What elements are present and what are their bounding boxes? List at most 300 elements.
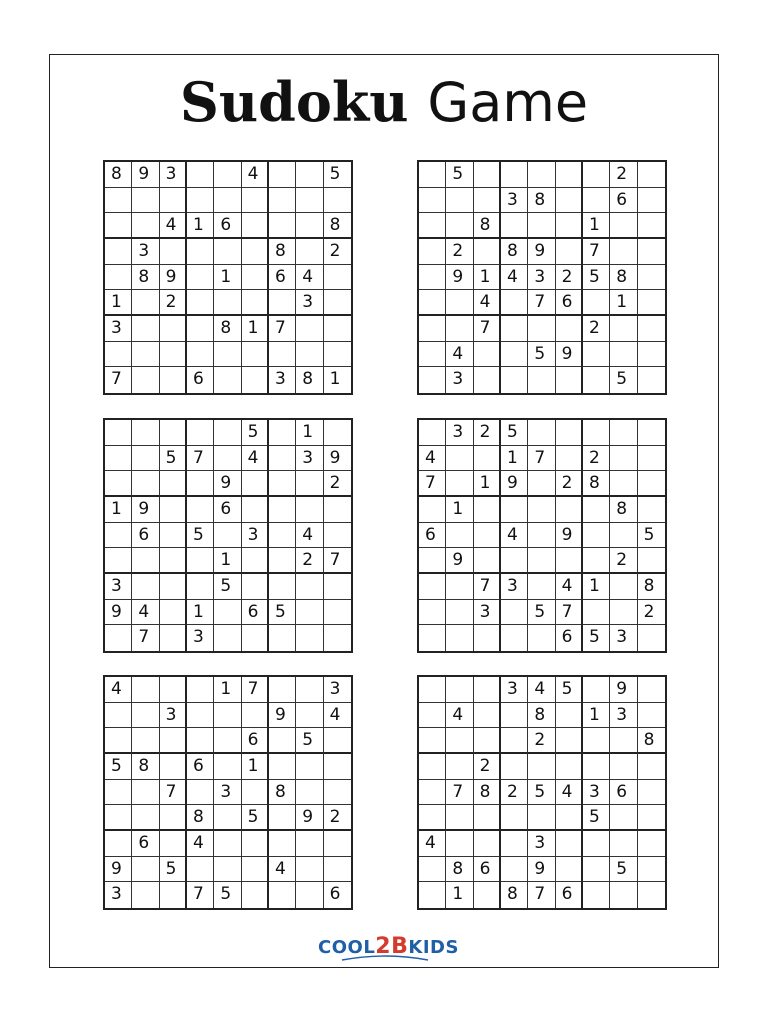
sudoku-empty-cell[interactable]: [419, 548, 446, 574]
sudoku-empty-cell[interactable]: [187, 290, 214, 316]
sudoku-empty-cell[interactable]: [324, 754, 351, 780]
sudoku-empty-cell[interactable]: [269, 523, 296, 549]
sudoku-empty-cell[interactable]: [160, 420, 187, 446]
sudoku-empty-cell[interactable]: [242, 213, 269, 239]
sudoku-empty-cell[interactable]: [214, 728, 241, 754]
sudoku-empty-cell[interactable]: [105, 342, 132, 368]
sudoku-empty-cell[interactable]: [187, 574, 214, 600]
sudoku-empty-cell[interactable]: [610, 754, 637, 780]
sudoku-empty-cell[interactable]: [446, 574, 473, 600]
sudoku-empty-cell[interactable]: [583, 420, 610, 446]
sudoku-empty-cell[interactable]: [446, 316, 473, 342]
sudoku-empty-cell[interactable]: [214, 446, 241, 472]
sudoku-empty-cell[interactable]: [269, 677, 296, 703]
sudoku-empty-cell[interactable]: [610, 420, 637, 446]
sudoku-empty-cell[interactable]: [242, 367, 269, 393]
sudoku-empty-cell[interactable]: [187, 703, 214, 729]
sudoku-empty-cell[interactable]: [296, 677, 323, 703]
sudoku-empty-cell[interactable]: [474, 831, 501, 857]
sudoku-empty-cell[interactable]: [419, 497, 446, 523]
sudoku-empty-cell[interactable]: [324, 857, 351, 883]
sudoku-empty-cell[interactable]: [528, 625, 555, 651]
sudoku-empty-cell[interactable]: [474, 523, 501, 549]
sudoku-empty-cell[interactable]: [556, 703, 583, 729]
sudoku-empty-cell[interactable]: [269, 420, 296, 446]
sudoku-empty-cell[interactable]: [556, 367, 583, 393]
sudoku-empty-cell[interactable]: [583, 497, 610, 523]
sudoku-empty-cell[interactable]: [132, 420, 159, 446]
sudoku-empty-cell[interactable]: [638, 162, 665, 188]
sudoku-empty-cell[interactable]: [638, 290, 665, 316]
sudoku-empty-cell[interactable]: [556, 728, 583, 754]
sudoku-empty-cell[interactable]: [501, 600, 528, 626]
sudoku-empty-cell[interactable]: [610, 213, 637, 239]
sudoku-empty-cell[interactable]: [269, 213, 296, 239]
sudoku-empty-cell[interactable]: [583, 188, 610, 214]
sudoku-empty-cell[interactable]: [132, 213, 159, 239]
sudoku-empty-cell[interactable]: [638, 471, 665, 497]
sudoku-empty-cell[interactable]: [269, 342, 296, 368]
sudoku-empty-cell[interactable]: [419, 342, 446, 368]
sudoku-empty-cell[interactable]: [474, 882, 501, 908]
sudoku-empty-cell[interactable]: [132, 342, 159, 368]
sudoku-empty-cell[interactable]: [242, 290, 269, 316]
sudoku-empty-cell[interactable]: [610, 316, 637, 342]
sudoku-empty-cell[interactable]: [296, 831, 323, 857]
sudoku-empty-cell[interactable]: [324, 831, 351, 857]
sudoku-empty-cell[interactable]: [583, 882, 610, 908]
sudoku-empty-cell[interactable]: [105, 703, 132, 729]
sudoku-empty-cell[interactable]: [324, 265, 351, 291]
sudoku-empty-cell[interactable]: [187, 316, 214, 342]
sudoku-empty-cell[interactable]: [638, 780, 665, 806]
sudoku-empty-cell[interactable]: [638, 831, 665, 857]
sudoku-empty-cell[interactable]: [242, 882, 269, 908]
sudoku-empty-cell[interactable]: [187, 188, 214, 214]
sudoku-empty-cell[interactable]: [132, 857, 159, 883]
sudoku-empty-cell[interactable]: [132, 548, 159, 574]
sudoku-empty-cell[interactable]: [296, 162, 323, 188]
sudoku-empty-cell[interactable]: [610, 831, 637, 857]
sudoku-empty-cell[interactable]: [556, 857, 583, 883]
sudoku-empty-cell[interactable]: [419, 600, 446, 626]
sudoku-empty-cell[interactable]: [324, 523, 351, 549]
sudoku-empty-cell[interactable]: [160, 239, 187, 265]
sudoku-empty-cell[interactable]: [501, 316, 528, 342]
sudoku-empty-cell[interactable]: [160, 523, 187, 549]
sudoku-empty-cell[interactable]: [160, 625, 187, 651]
sudoku-empty-cell[interactable]: [474, 703, 501, 729]
sudoku-empty-cell[interactable]: [638, 239, 665, 265]
sudoku-empty-cell[interactable]: [105, 548, 132, 574]
sudoku-empty-cell[interactable]: [419, 290, 446, 316]
sudoku-empty-cell[interactable]: [242, 239, 269, 265]
sudoku-empty-cell[interactable]: [638, 677, 665, 703]
sudoku-empty-cell[interactable]: [105, 446, 132, 472]
sudoku-empty-cell[interactable]: [160, 316, 187, 342]
sudoku-empty-cell[interactable]: [583, 677, 610, 703]
sudoku-empty-cell[interactable]: [242, 471, 269, 497]
sudoku-empty-cell[interactable]: [501, 162, 528, 188]
sudoku-empty-cell[interactable]: [556, 497, 583, 523]
sudoku-empty-cell[interactable]: [610, 805, 637, 831]
sudoku-empty-cell[interactable]: [132, 780, 159, 806]
sudoku-empty-cell[interactable]: [160, 471, 187, 497]
sudoku-empty-cell[interactable]: [160, 574, 187, 600]
sudoku-empty-cell[interactable]: [638, 342, 665, 368]
sudoku-empty-cell[interactable]: [583, 754, 610, 780]
sudoku-empty-cell[interactable]: [638, 316, 665, 342]
sudoku-empty-cell[interactable]: [419, 780, 446, 806]
sudoku-empty-cell[interactable]: [556, 548, 583, 574]
sudoku-empty-cell[interactable]: [160, 882, 187, 908]
sudoku-empty-cell[interactable]: [638, 367, 665, 393]
sudoku-empty-cell[interactable]: [474, 239, 501, 265]
sudoku-empty-cell[interactable]: [132, 316, 159, 342]
sudoku-empty-cell[interactable]: [528, 420, 555, 446]
sudoku-empty-cell[interactable]: [419, 754, 446, 780]
sudoku-empty-cell[interactable]: [638, 625, 665, 651]
sudoku-empty-cell[interactable]: [242, 857, 269, 883]
sudoku-empty-cell[interactable]: [296, 342, 323, 368]
sudoku-empty-cell[interactable]: [474, 342, 501, 368]
sudoku-empty-cell[interactable]: [610, 523, 637, 549]
sudoku-empty-cell[interactable]: [132, 882, 159, 908]
sudoku-empty-cell[interactable]: [132, 471, 159, 497]
sudoku-empty-cell[interactable]: [269, 625, 296, 651]
sudoku-empty-cell[interactable]: [556, 831, 583, 857]
sudoku-empty-cell[interactable]: [638, 703, 665, 729]
sudoku-empty-cell[interactable]: [446, 188, 473, 214]
sudoku-empty-cell[interactable]: [638, 420, 665, 446]
sudoku-empty-cell[interactable]: [160, 367, 187, 393]
sudoku-empty-cell[interactable]: [105, 831, 132, 857]
sudoku-empty-cell[interactable]: [419, 728, 446, 754]
sudoku-empty-cell[interactable]: [324, 420, 351, 446]
sudoku-empty-cell[interactable]: [474, 677, 501, 703]
sudoku-empty-cell[interactable]: [324, 342, 351, 368]
sudoku-empty-cell[interactable]: [296, 213, 323, 239]
sudoku-empty-cell[interactable]: [214, 831, 241, 857]
sudoku-empty-cell[interactable]: [132, 677, 159, 703]
sudoku-empty-cell[interactable]: [638, 265, 665, 291]
sudoku-empty-cell[interactable]: [132, 728, 159, 754]
sudoku-empty-cell[interactable]: [214, 162, 241, 188]
sudoku-empty-cell[interactable]: [610, 342, 637, 368]
sudoku-empty-cell[interactable]: [105, 213, 132, 239]
sudoku-empty-cell[interactable]: [419, 162, 446, 188]
sudoku-empty-cell[interactable]: [187, 728, 214, 754]
sudoku-empty-cell[interactable]: [501, 831, 528, 857]
sudoku-empty-cell[interactable]: [583, 367, 610, 393]
sudoku-empty-cell[interactable]: [105, 188, 132, 214]
sudoku-empty-cell[interactable]: [446, 677, 473, 703]
sudoku-empty-cell[interactable]: [528, 471, 555, 497]
sudoku-empty-cell[interactable]: [132, 367, 159, 393]
sudoku-empty-cell[interactable]: [501, 754, 528, 780]
sudoku-empty-cell[interactable]: [583, 162, 610, 188]
sudoku-empty-cell[interactable]: [446, 625, 473, 651]
sudoku-empty-cell[interactable]: [296, 780, 323, 806]
sudoku-empty-cell[interactable]: [419, 265, 446, 291]
sudoku-empty-cell[interactable]: [474, 162, 501, 188]
sudoku-empty-cell[interactable]: [474, 625, 501, 651]
sudoku-empty-cell[interactable]: [242, 703, 269, 729]
sudoku-empty-cell[interactable]: [105, 239, 132, 265]
sudoku-empty-cell[interactable]: [419, 213, 446, 239]
sudoku-empty-cell[interactable]: [419, 677, 446, 703]
sudoku-empty-cell[interactable]: [214, 600, 241, 626]
sudoku-empty-cell[interactable]: [419, 420, 446, 446]
sudoku-empty-cell[interactable]: [324, 188, 351, 214]
sudoku-empty-cell[interactable]: [501, 213, 528, 239]
sudoku-empty-cell[interactable]: [501, 497, 528, 523]
sudoku-empty-cell[interactable]: [556, 213, 583, 239]
sudoku-empty-cell[interactable]: [214, 703, 241, 729]
sudoku-empty-cell[interactable]: [105, 265, 132, 291]
sudoku-empty-cell[interactable]: [419, 805, 446, 831]
sudoku-empty-cell[interactable]: [501, 548, 528, 574]
sudoku-empty-cell[interactable]: [638, 548, 665, 574]
sudoku-empty-cell[interactable]: [187, 420, 214, 446]
sudoku-empty-cell[interactable]: [187, 239, 214, 265]
sudoku-empty-cell[interactable]: [610, 882, 637, 908]
sudoku-empty-cell[interactable]: [474, 728, 501, 754]
sudoku-empty-cell[interactable]: [446, 600, 473, 626]
sudoku-empty-cell[interactable]: [296, 857, 323, 883]
sudoku-empty-cell[interactable]: [528, 367, 555, 393]
sudoku-empty-cell[interactable]: [269, 162, 296, 188]
sudoku-empty-cell[interactable]: [160, 805, 187, 831]
sudoku-empty-cell[interactable]: [638, 213, 665, 239]
sudoku-empty-cell[interactable]: [132, 290, 159, 316]
sudoku-empty-cell[interactable]: [419, 703, 446, 729]
sudoku-empty-cell[interactable]: [160, 728, 187, 754]
sudoku-empty-cell[interactable]: [296, 600, 323, 626]
sudoku-empty-cell[interactable]: [214, 625, 241, 651]
sudoku-empty-cell[interactable]: [132, 703, 159, 729]
sudoku-empty-cell[interactable]: [556, 805, 583, 831]
sudoku-empty-cell[interactable]: [296, 239, 323, 265]
sudoku-empty-cell[interactable]: [528, 523, 555, 549]
sudoku-empty-cell[interactable]: [269, 754, 296, 780]
sudoku-empty-cell[interactable]: [583, 342, 610, 368]
sudoku-empty-cell[interactable]: [296, 188, 323, 214]
sudoku-empty-cell[interactable]: [269, 805, 296, 831]
sudoku-empty-cell[interactable]: [638, 446, 665, 472]
sudoku-empty-cell[interactable]: [242, 780, 269, 806]
sudoku-empty-cell[interactable]: [528, 754, 555, 780]
sudoku-empty-cell[interactable]: [501, 703, 528, 729]
sudoku-empty-cell[interactable]: [419, 367, 446, 393]
sudoku-empty-cell[interactable]: [528, 162, 555, 188]
sudoku-empty-cell[interactable]: [242, 831, 269, 857]
sudoku-empty-cell[interactable]: [556, 420, 583, 446]
sudoku-empty-cell[interactable]: [160, 548, 187, 574]
sudoku-empty-cell[interactable]: [528, 574, 555, 600]
sudoku-empty-cell[interactable]: [105, 625, 132, 651]
sudoku-empty-cell[interactable]: [214, 754, 241, 780]
sudoku-empty-cell[interactable]: [583, 831, 610, 857]
sudoku-empty-cell[interactable]: [501, 290, 528, 316]
sudoku-empty-cell[interactable]: [446, 446, 473, 472]
sudoku-empty-cell[interactable]: [419, 574, 446, 600]
sudoku-empty-cell[interactable]: [474, 446, 501, 472]
sudoku-empty-cell[interactable]: [214, 805, 241, 831]
sudoku-empty-cell[interactable]: [269, 471, 296, 497]
sudoku-empty-cell[interactable]: [269, 831, 296, 857]
sudoku-empty-cell[interactable]: [187, 780, 214, 806]
sudoku-empty-cell[interactable]: [583, 523, 610, 549]
sudoku-empty-cell[interactable]: [214, 857, 241, 883]
sudoku-empty-cell[interactable]: [160, 677, 187, 703]
sudoku-empty-cell[interactable]: [214, 367, 241, 393]
sudoku-empty-cell[interactable]: [528, 548, 555, 574]
sudoku-empty-cell[interactable]: [501, 367, 528, 393]
sudoku-empty-cell[interactable]: [583, 290, 610, 316]
sudoku-empty-cell[interactable]: [296, 574, 323, 600]
sudoku-empty-cell[interactable]: [296, 316, 323, 342]
sudoku-empty-cell[interactable]: [132, 805, 159, 831]
sudoku-empty-cell[interactable]: [419, 882, 446, 908]
sudoku-empty-cell[interactable]: [242, 548, 269, 574]
sudoku-empty-cell[interactable]: [105, 523, 132, 549]
sudoku-empty-cell[interactable]: [610, 239, 637, 265]
sudoku-empty-cell[interactable]: [160, 188, 187, 214]
sudoku-empty-cell[interactable]: [610, 600, 637, 626]
sudoku-empty-cell[interactable]: [242, 497, 269, 523]
sudoku-empty-cell[interactable]: [446, 754, 473, 780]
sudoku-empty-cell[interactable]: [419, 316, 446, 342]
sudoku-empty-cell[interactable]: [501, 857, 528, 883]
sudoku-empty-cell[interactable]: [187, 342, 214, 368]
sudoku-empty-cell[interactable]: [556, 316, 583, 342]
sudoku-empty-cell[interactable]: [474, 548, 501, 574]
sudoku-empty-cell[interactable]: [296, 471, 323, 497]
sudoku-empty-cell[interactable]: [214, 239, 241, 265]
sudoku-empty-cell[interactable]: [638, 497, 665, 523]
sudoku-empty-cell[interactable]: [638, 188, 665, 214]
sudoku-empty-cell[interactable]: [324, 600, 351, 626]
sudoku-empty-cell[interactable]: [324, 728, 351, 754]
sudoku-empty-cell[interactable]: [296, 882, 323, 908]
sudoku-empty-cell[interactable]: [324, 290, 351, 316]
sudoku-empty-cell[interactable]: [638, 857, 665, 883]
sudoku-empty-cell[interactable]: [610, 446, 637, 472]
sudoku-empty-cell[interactable]: [501, 625, 528, 651]
sudoku-empty-cell[interactable]: [160, 754, 187, 780]
sudoku-empty-cell[interactable]: [296, 625, 323, 651]
sudoku-empty-cell[interactable]: [269, 446, 296, 472]
sudoku-empty-cell[interactable]: [474, 497, 501, 523]
sudoku-empty-cell[interactable]: [583, 548, 610, 574]
sudoku-empty-cell[interactable]: [187, 548, 214, 574]
sudoku-empty-cell[interactable]: [269, 290, 296, 316]
sudoku-empty-cell[interactable]: [242, 625, 269, 651]
sudoku-empty-cell[interactable]: [187, 497, 214, 523]
sudoku-empty-cell[interactable]: [501, 342, 528, 368]
sudoku-empty-cell[interactable]: [528, 213, 555, 239]
sudoku-empty-cell[interactable]: [214, 420, 241, 446]
sudoku-empty-cell[interactable]: [583, 600, 610, 626]
sudoku-empty-cell[interactable]: [324, 574, 351, 600]
sudoku-empty-cell[interactable]: [269, 188, 296, 214]
sudoku-empty-cell[interactable]: [242, 188, 269, 214]
sudoku-empty-cell[interactable]: [446, 290, 473, 316]
sudoku-empty-cell[interactable]: [160, 497, 187, 523]
sudoku-empty-cell[interactable]: [132, 574, 159, 600]
sudoku-empty-cell[interactable]: [419, 857, 446, 883]
sudoku-empty-cell[interactable]: [296, 703, 323, 729]
sudoku-empty-cell[interactable]: [296, 754, 323, 780]
sudoku-empty-cell[interactable]: [242, 265, 269, 291]
sudoku-empty-cell[interactable]: [187, 162, 214, 188]
sudoku-empty-cell[interactable]: [105, 780, 132, 806]
sudoku-empty-cell[interactable]: [324, 497, 351, 523]
sudoku-empty-cell[interactable]: [105, 728, 132, 754]
sudoku-empty-cell[interactable]: [556, 754, 583, 780]
sudoku-empty-cell[interactable]: [556, 162, 583, 188]
sudoku-empty-cell[interactable]: [187, 265, 214, 291]
sudoku-empty-cell[interactable]: [214, 523, 241, 549]
sudoku-empty-cell[interactable]: [419, 625, 446, 651]
sudoku-empty-cell[interactable]: [446, 471, 473, 497]
sudoku-empty-cell[interactable]: [324, 780, 351, 806]
sudoku-empty-cell[interactable]: [474, 367, 501, 393]
sudoku-empty-cell[interactable]: [474, 188, 501, 214]
sudoku-empty-cell[interactable]: [528, 497, 555, 523]
sudoku-empty-cell[interactable]: [187, 677, 214, 703]
sudoku-empty-cell[interactable]: [474, 805, 501, 831]
sudoku-empty-cell[interactable]: [160, 600, 187, 626]
sudoku-empty-cell[interactable]: [269, 548, 296, 574]
sudoku-empty-cell[interactable]: [583, 728, 610, 754]
sudoku-empty-cell[interactable]: [105, 420, 132, 446]
sudoku-empty-cell[interactable]: [638, 882, 665, 908]
sudoku-empty-cell[interactable]: [187, 857, 214, 883]
sudoku-empty-cell[interactable]: [324, 316, 351, 342]
sudoku-empty-cell[interactable]: [446, 728, 473, 754]
sudoku-empty-cell[interactable]: [132, 188, 159, 214]
sudoku-empty-cell[interactable]: [160, 831, 187, 857]
sudoku-empty-cell[interactable]: [583, 857, 610, 883]
sudoku-empty-cell[interactable]: [638, 754, 665, 780]
sudoku-empty-cell[interactable]: [242, 574, 269, 600]
sudoku-empty-cell[interactable]: [160, 342, 187, 368]
sudoku-empty-cell[interactable]: [610, 574, 637, 600]
sudoku-empty-cell[interactable]: [105, 805, 132, 831]
sudoku-empty-cell[interactable]: [187, 471, 214, 497]
sudoku-empty-cell[interactable]: [556, 446, 583, 472]
sudoku-empty-cell[interactable]: [446, 213, 473, 239]
sudoku-empty-cell[interactable]: [296, 497, 323, 523]
sudoku-empty-cell[interactable]: [269, 497, 296, 523]
sudoku-empty-cell[interactable]: [446, 805, 473, 831]
sudoku-empty-cell[interactable]: [528, 805, 555, 831]
sudoku-empty-cell[interactable]: [610, 471, 637, 497]
sudoku-empty-cell[interactable]: [419, 239, 446, 265]
sudoku-empty-cell[interactable]: [269, 728, 296, 754]
sudoku-empty-cell[interactable]: [638, 805, 665, 831]
sudoku-empty-cell[interactable]: [446, 831, 473, 857]
sudoku-empty-cell[interactable]: [419, 188, 446, 214]
sudoku-empty-cell[interactable]: [446, 523, 473, 549]
sudoku-empty-cell[interactable]: [214, 188, 241, 214]
sudoku-empty-cell[interactable]: [610, 728, 637, 754]
sudoku-empty-cell[interactable]: [556, 239, 583, 265]
sudoku-empty-cell[interactable]: [214, 290, 241, 316]
sudoku-empty-cell[interactable]: [269, 882, 296, 908]
